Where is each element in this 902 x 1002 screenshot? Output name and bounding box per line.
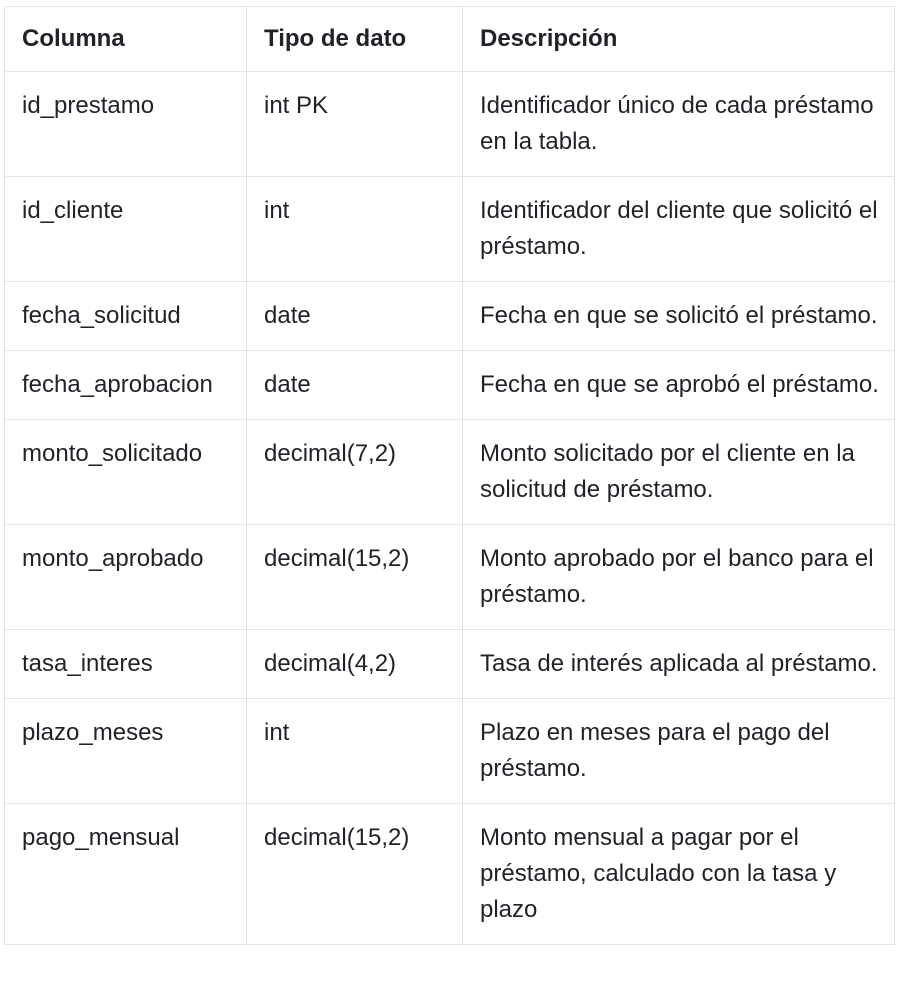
table-row [5, 525, 895, 630]
cell-column: fecha_solicitud [5, 282, 247, 351]
cell-description: Monto solicitado por el cliente en la solicitud de préstamo. [463, 420, 895, 525]
table-row [5, 282, 895, 351]
cell-type: decimal(15,2) [247, 804, 463, 945]
cell-description: Fecha en que se solicitó el préstamo. [463, 282, 895, 351]
cell-description: Plazo en meses para el pago del préstamo. [463, 699, 895, 804]
header-description: Descripción [463, 7, 895, 72]
cell-column: tasa_interes [5, 630, 247, 699]
cell-type: int PK [247, 72, 463, 177]
cell-description: Tasa de interés aplicada al préstamo. [463, 630, 895, 699]
table-row [5, 351, 895, 420]
cell-type: date [247, 351, 463, 420]
cell-description: Identificador del cliente que solicitó el préstamo. [463, 177, 895, 282]
cell-description: Monto mensual a pagar por el préstamo, calculado con la tasa y plazo [463, 804, 895, 945]
table-row [5, 420, 895, 525]
table-row [5, 699, 895, 804]
header-column: Columna [5, 7, 247, 72]
cell-description: Monto aprobado por el banco para el préstamo. [463, 525, 895, 630]
cell-type: decimal(7,2) [247, 420, 463, 525]
cell-description: Fecha en que se aprobó el préstamo. [463, 351, 895, 420]
table-row [5, 72, 895, 177]
cell-column: pago_mensual [5, 804, 247, 945]
table-row [5, 630, 895, 699]
cell-column: fecha_aprobacion [5, 351, 247, 420]
cell-type: decimal(15,2) [247, 525, 463, 630]
table-row [5, 804, 895, 945]
cell-description: Identificador único de cada préstamo en la tabla. [463, 72, 895, 177]
header-type: Tipo de dato [247, 7, 463, 72]
cell-type: int [247, 177, 463, 282]
cell-type: int [247, 699, 463, 804]
cell-column: monto_aprobado [5, 525, 247, 630]
schema-table-container [4, 6, 894, 945]
cell-type: date [247, 282, 463, 351]
schema-table [4, 6, 895, 945]
cell-column: plazo_meses [5, 699, 247, 804]
cell-type: decimal(4,2) [247, 630, 463, 699]
cell-column: id_cliente [5, 177, 247, 282]
table-header-row [5, 7, 895, 72]
table-row [5, 177, 895, 282]
cell-column: monto_solicitado [5, 420, 247, 525]
cell-column: id_prestamo [5, 72, 247, 177]
